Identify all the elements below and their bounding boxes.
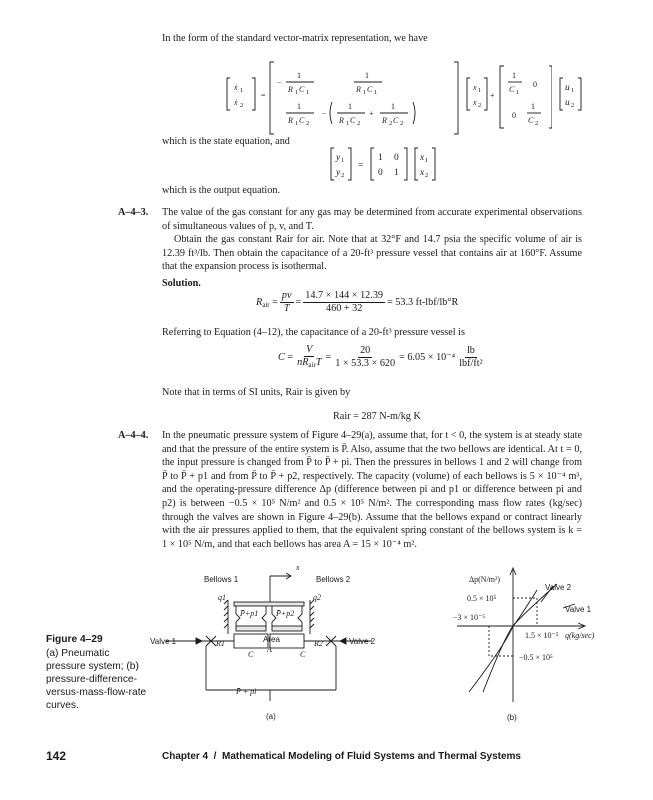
- svg-text:R: R: [382, 116, 387, 125]
- chapter-footer: Chapter 4 / Mathematical Modeling of Fluid Systems and Thermal Systems: [162, 751, 521, 762]
- R2-label: R2: [314, 639, 323, 648]
- area-label: Area: [263, 635, 280, 644]
- svg-text:1: 1: [346, 120, 350, 127]
- svg-text:1: 1: [297, 102, 301, 111]
- output-eq-label: which is the output equation.: [162, 185, 280, 196]
- p2-label: P̄+p2: [276, 609, 295, 618]
- eq1-numerator: 14.7 × 144 × 12.39: [305, 290, 384, 301]
- svg-text:u: u: [565, 83, 570, 93]
- eq1-result: = 53.3 ft-lbf/lb°R: [387, 297, 459, 308]
- input-vector: [558, 76, 584, 116]
- svg-text:y: y: [336, 168, 341, 178]
- svg-text:2: 2: [341, 172, 345, 179]
- b-xtick-pos: 1.5 × 10⁻⁵: [525, 631, 559, 640]
- svg-text:1: 1: [363, 89, 367, 96]
- svg-text:1: 1: [391, 102, 395, 111]
- svg-text:x: x: [473, 83, 477, 92]
- svg-text:0: 0: [378, 168, 383, 178]
- svg-text:x: x: [420, 153, 425, 163]
- svg-text:C: C: [393, 116, 399, 125]
- state-eq-label: which is the state equation, and: [162, 136, 290, 147]
- si-units-text: Note that in terms of SI units, Rair is given by: [162, 387, 351, 398]
- solution-heading: Solution.: [162, 278, 201, 289]
- eq1-denominator: 460 + 32: [326, 303, 363, 314]
- svg-text:u: u: [565, 98, 570, 108]
- svg-text:C: C: [299, 85, 305, 94]
- svg-text:1: 1: [531, 102, 535, 111]
- svg-text:2: 2: [478, 102, 482, 109]
- svg-text:R: R: [339, 116, 344, 125]
- figure-b-sublabel: (b): [507, 713, 517, 722]
- page-number: 142: [46, 749, 67, 763]
- svg-text:1: 1: [374, 89, 378, 96]
- b-valve1: Valve 1: [565, 605, 592, 614]
- svg-text:1: 1: [306, 89, 310, 96]
- svg-text:−: −: [322, 109, 327, 118]
- svg-text:+: +: [369, 109, 374, 118]
- svg-text:0: 0: [512, 111, 516, 120]
- b-ytick-pos: 0.5 × 10⁵: [467, 594, 497, 603]
- svg-text:1: 1: [378, 153, 383, 163]
- svg-text:=: =: [261, 91, 266, 100]
- C1-label: C: [248, 650, 254, 659]
- svg-text:2: 2: [240, 102, 244, 109]
- valve1-label: Valve 1: [150, 637, 177, 646]
- b-ytick-neg: −0.5 × 10⁵: [519, 653, 553, 662]
- b-xlabel: q(kg/sec): [565, 631, 595, 640]
- svg-text:C: C: [299, 116, 305, 125]
- svg-text:2: 2: [357, 120, 361, 127]
- figure-a-pneumatic-system: [150, 556, 400, 726]
- b-xtick-neg: −3 × 10⁻⁵: [453, 613, 486, 622]
- svg-text:1: 1: [341, 157, 345, 164]
- equation-rair-si: Rair = 287 N-m/kg K: [333, 411, 421, 422]
- svg-text:R: R: [356, 85, 361, 94]
- svg-text:0: 0: [533, 80, 537, 89]
- svg-text:2: 2: [400, 120, 404, 127]
- q2-label: q2: [313, 593, 321, 602]
- svg-text:1: 1: [365, 71, 369, 80]
- figure-b-flow-curves: [447, 562, 607, 726]
- x-label: x: [296, 563, 300, 572]
- svg-text:1: 1: [512, 71, 516, 80]
- svg-text:2: 2: [571, 102, 575, 109]
- valve2-label: Valve 2: [349, 637, 376, 646]
- problem-text-a43-b: Obtain the gas constant Rair for air. Note that at 32°F and 14.7 psia the specific volume of air is 12.39 ft³/lb. Then obtain the capacitance of a 20-ft³ pressure vessel that contains air at 160°F. Assume that the expansion process is isothermal.: [162, 234, 582, 273]
- figure-a-sublabel: (a): [266, 712, 276, 721]
- svg-text:1: 1: [295, 89, 299, 96]
- svg-text:1: 1: [348, 102, 352, 111]
- problem-text-a44: In the pneumatic pressure system of Figure 4–29(a), assume that, for t < 0, the system is at steady state and that the pressure of the entire system is P̄. Also, assume that the two bellows are identical. At t = 0, the input pressure is changed from P̄ to P̄ + pi. Then the pressures in bellows 1 and 2 will change from P̄ to P̄ + p1 and from P̄ to P̄ + p2, respectively. The capacity (volume) of each bellows is 5 × 10⁻⁴ m³, and the operating-pressure difference Δp (difference between pi and p1 or difference between pi and p2) is between −0.5 × 10⁵ N/m² and 0.5 × 10⁵ N/m². The corresponding mass flow rates (kg/sec) through the valves are shown in Figure 4–29(b). Assume that the bellows expand or contract linearly with the air pressures applied to them, that the equivalent spring constant of the bellows system is k = 1 × 10⁵ N/m, and that each bellows has area A = 15 × 10⁻⁴ m².: [162, 430, 582, 550]
- svg-text:ẋ: ẋ: [234, 98, 238, 107]
- svg-text:+: +: [490, 91, 495, 100]
- problem-label-a43: A–4–3.: [118, 207, 149, 218]
- eq2-denominator: 1 × 53.3 × 620: [335, 358, 396, 369]
- svg-text:x: x: [473, 98, 477, 107]
- svg-text:C: C: [528, 116, 534, 125]
- A-label: A: [267, 645, 272, 654]
- pin-label: P̄ + pi: [236, 687, 257, 696]
- svg-text:1: 1: [516, 89, 520, 96]
- svg-text:2: 2: [389, 120, 393, 127]
- R1-label: R1: [216, 639, 225, 648]
- svg-text:2: 2: [535, 120, 539, 127]
- figure-caption: (a) Pneumatic pressure system; (b) pressure-difference-versus-mass-flow-rate curves.: [46, 648, 147, 711]
- eq2-numerator: 20: [360, 345, 371, 356]
- svg-text:C: C: [350, 116, 356, 125]
- state-equation: [222, 58, 552, 140]
- equation-gas-constant: $R_{air}$ = $\frac{pv}{T}$ = $\frac{14.7 \times 144 \times 12.39}{460 + 32}$ = 53.3 ft-lbf/lb°R: [256, 290, 459, 314]
- C2-label: C: [300, 650, 306, 659]
- svg-text:y: y: [336, 153, 341, 163]
- problem-text-a43: The value of the gas constant for any gas may be determined from accurate experimental observations of simultaneous values of p, v, and T.: [162, 207, 582, 232]
- svg-text:2: 2: [306, 120, 310, 127]
- intro-line: In the form of the standard vector-matrix representation, we have: [162, 33, 428, 44]
- svg-text:ẋ: ẋ: [234, 83, 238, 92]
- svg-text:−: −: [277, 78, 282, 87]
- svg-text:1: 1: [295, 120, 299, 127]
- output-equation: [328, 145, 448, 185]
- p1-label: P̄+p1: [240, 609, 259, 618]
- eq2-unit-den: lbf/ft²: [459, 358, 483, 369]
- svg-text:1: 1: [571, 87, 575, 94]
- svg-text:1: 1: [394, 168, 399, 178]
- equation-capacitance: C = V $nR_{air}T$ = $\frac{20}{1 \times 53.3 \times 620}$ = 6.05 × 10⁻⁴ lb lbf/ft²: [278, 344, 483, 369]
- reference-text: Referring to Equation (4–12), the capacitance of a 20-ft³ pressure vessel is: [162, 327, 465, 338]
- svg-text:R: R: [288, 85, 293, 94]
- svg-text:C: C: [509, 85, 515, 94]
- svg-text:C: C: [367, 85, 373, 94]
- q1-label: q1: [218, 593, 226, 602]
- svg-text:R: R: [288, 116, 293, 125]
- svg-text:1: 1: [425, 157, 429, 164]
- svg-text:=: =: [358, 161, 364, 171]
- bellows2-label: Bellows 2: [316, 575, 351, 584]
- bellows1-label: Bellows 1: [204, 575, 239, 584]
- svg-text:x: x: [420, 168, 425, 178]
- svg-text:1: 1: [478, 87, 482, 94]
- svg-text:1: 1: [297, 71, 301, 80]
- problem-label-a44: A–4–4.: [118, 430, 149, 441]
- eq2-result: = 6.05 × 10⁻⁴: [399, 352, 456, 363]
- svg-text:1: 1: [240, 87, 244, 94]
- b-ylabel: Δp(N/m²): [469, 575, 501, 584]
- b-valve2: Valve 2: [545, 583, 572, 592]
- svg-text:2: 2: [425, 172, 429, 179]
- svg-text:0: 0: [394, 153, 399, 163]
- figure-label: Figure 4–29: [46, 634, 103, 645]
- eq2-unit-num: lb: [466, 345, 475, 356]
